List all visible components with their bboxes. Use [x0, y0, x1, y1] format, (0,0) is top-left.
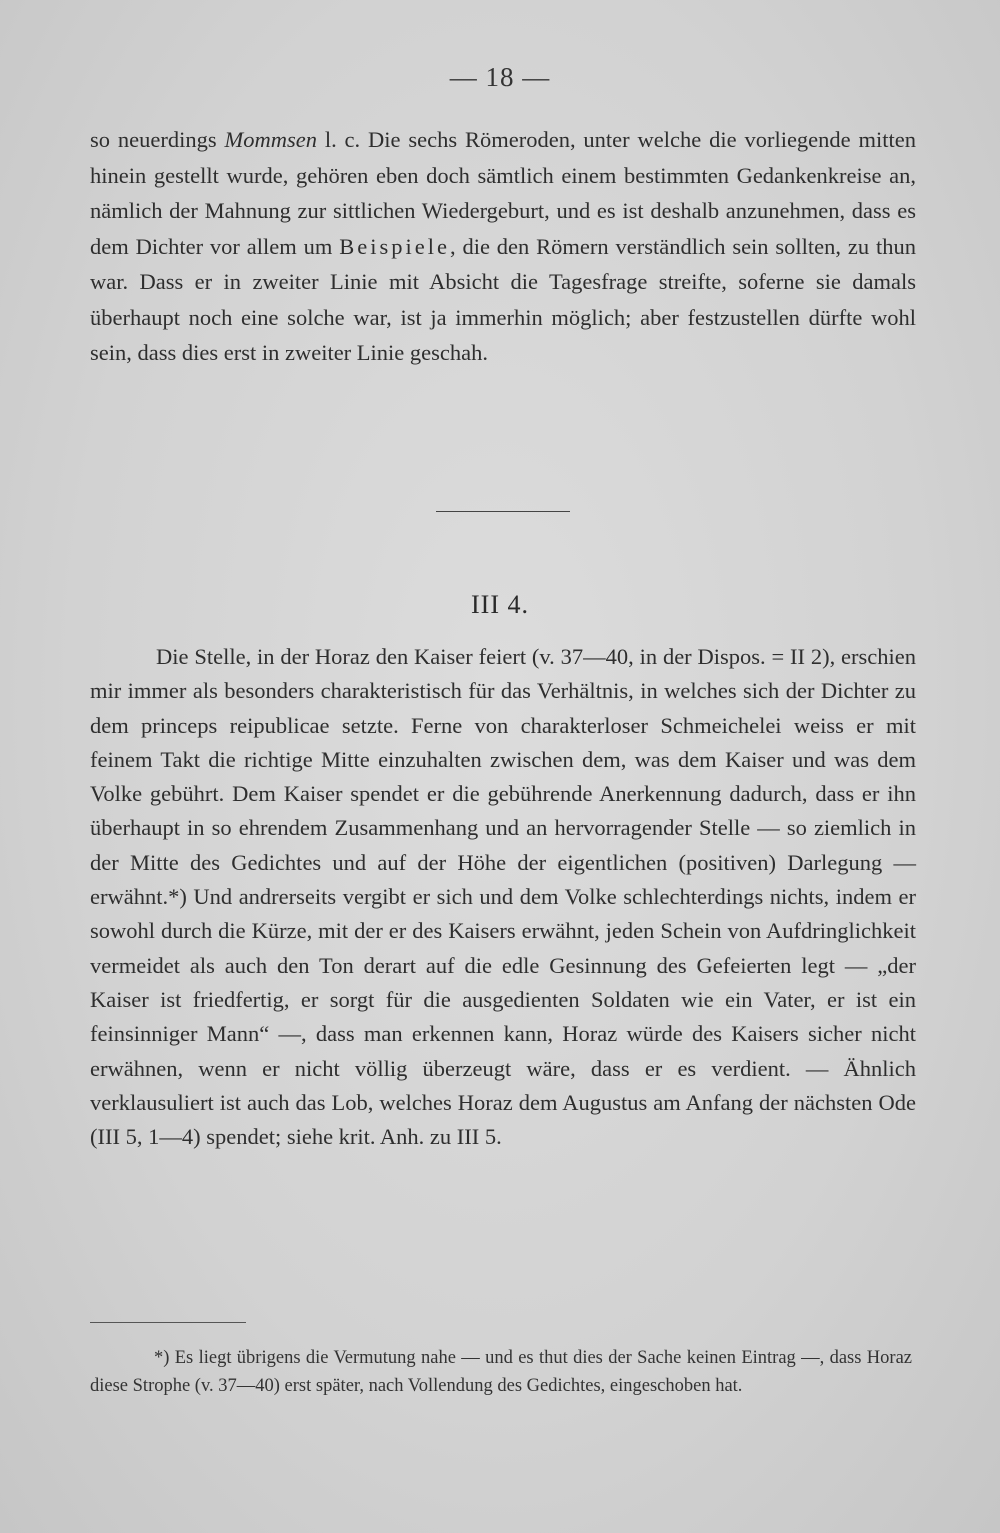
- author-name: Mommsen: [224, 127, 317, 152]
- paragraph-continued: [90, 122, 916, 371]
- text-segment: so neuerdings: [90, 127, 225, 152]
- paragraph-text: [90, 122, 916, 371]
- section-divider: [436, 511, 570, 512]
- section-body: [90, 640, 916, 1154]
- text-segment: l. c. Die sechs Römeroden, unter welche die vorliegende mitten hinein gestellt wurde, gehören eben doch sämtlich einem bestimmten Gedankenkreise an, nämlich der Mahnung zur sittlichen Wiedergeburt, und es ist deshalb anzunehmen, dass es dem Dichter vor allem um: [90, 127, 917, 259]
- section-heading: III 4.: [471, 590, 529, 619]
- text-segment: , die den Römern verständlich sein sollten, zu thun war. Dass er in zweiter Linie mit Absicht die Tagesfrage streifte, soferne sie damals überhaupt noch eine solche war, ist ja immerhin möglich; aber festzustellen dürfte wohl sein, dass dies erst in zweiter Linie geschah.: [90, 233, 916, 365]
- footnote-divider: [90, 1322, 246, 1323]
- footnote: [90, 1344, 912, 1400]
- emphasized-word: Beispiele: [339, 233, 450, 259]
- paragraph-text: Die Stelle, in der Horaz den Kaiser feiert (v. 37—40, in der Dispos. = II 2), erschien mir immer als besonders charakteristisch für das Verhältnis, in welches sich der Dichter zu dem princeps reipublicae setzte. Ferne von charakterloser Schmeichelei weiss er mit feinem Takt die richtige Mitte einzuhalten zwischen dem, was dem Kaiser und was dem Volke gebührt. Dem Kaiser spendet er die gebührende Anerkennung dadurch, dass er ihn überhaupt in so ehrendem Zusammenhang und an hervorragender Stelle — so ziemlich in der Mitte des Gedichtes und auf der Höhe der eigentlichen (positiven) Darlegung — erwähnt.*) Und andrerseits vergibt er sich und dem Volke schlechterdings nichts, indem er sowohl durch die Kürze, mit der er des Kaisers erwähnt, jeden Schein von Aufdringlichkeit vermeidet als auch den Ton derart auf die edle Gesinnung des Gefeierten legt — „der Kaiser ist friedfertig, er sorgt für die ausgedienten Soldaten wie ein Vater, er ist ein feinsinniger Mann“ —, dass man erkennen kann, Horaz würde des Kaisers sicher nicht erwähnen, wenn er nicht völlig überzeugt wäre, dass er es verdient. — Ähnlich verklausuliert ist auch das Lob, welches Horaz dem Augustus am Anfang der nächsten Ode (III 5, 1—4) spendet; siehe krit. Anh. zu III 5.: [90, 644, 916, 1150]
- footnote-text: *) Es liegt übrigens die Vermutung nahe — und es thut dies der Sache keinen Eintrag —, dass Horaz diese Strophe (v. 37—40) erst später, nach Vollendung des Gedichtes, eingeschoben hat.: [90, 1348, 912, 1396]
- page-number: — 18 —: [449, 62, 551, 92]
